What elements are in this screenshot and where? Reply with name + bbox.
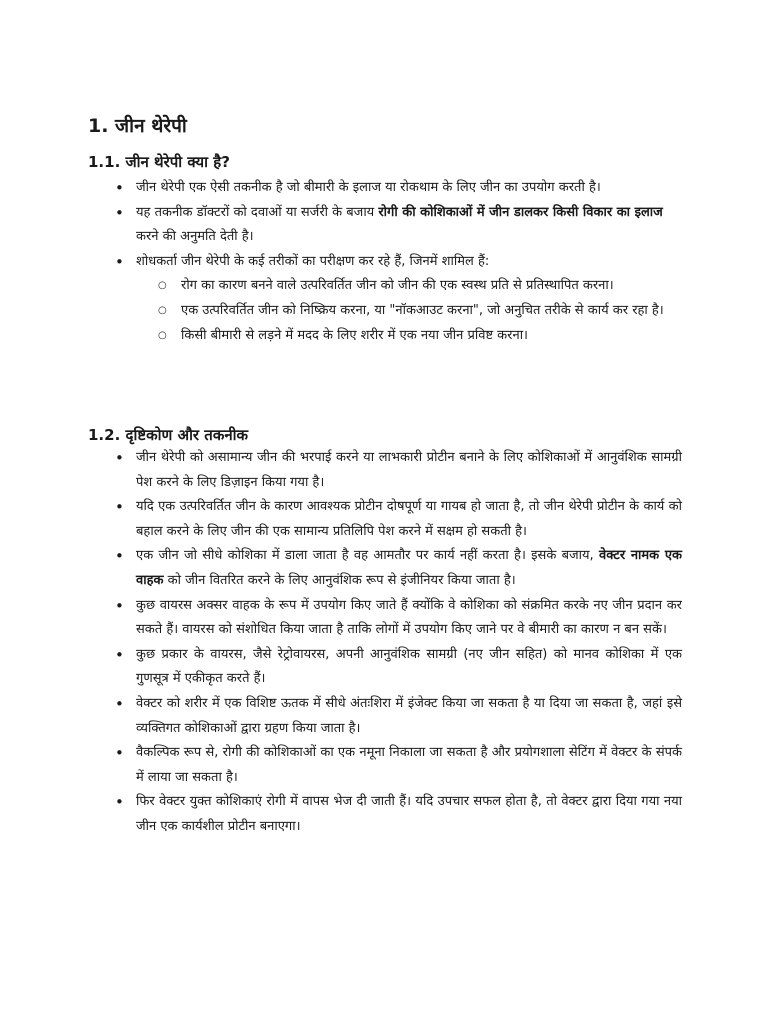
list-item: • वैकल्पिक रूप से, रोगी की कोशिकाओं का एक नमूना निकाला जा सकता है और प्रयोगशाला सेटिंग में वेक्टर के संपर्क में लाया जा सकता है। <box>136 741 682 790</box>
text-span: एक जीन जो सीधे कोशिका में डाला जाता है वह आमतौर पर कार्य नहीं करता है। इसके बजाय, <box>136 548 599 564</box>
text-span: को जीन वितरित करने के लिए आनुवंशिक रूप से इंजीनियर किया जाता है। <box>163 572 516 588</box>
list-item: • यदि एक उत्परिवर्तित जीन के कारण आवश्यक प्रोटीन दोषपूर्ण या गायब हो जाता है, तो जीन थेरेपी प्रोटीन के कार्य को बहाल करने के लिए जीन की एक सामान्य प्रतिलिपि पेश करने में सक्षम हो सकती है। <box>136 495 682 544</box>
list-item <box>136 201 682 250</box>
text-span: यह तकनीक डॉक्टरों को दवाओं या सर्जरी के बजाय <box>136 204 379 220</box>
list-item: • कुछ प्रकार के वायरस, जैसे रेट्रोवायरस, अपनी आनुवंशिक सामग्री (नए जीन सहित) को मानव कोशिका में एक गुणसूत्र में एकीकृत करते हैं। <box>136 643 682 692</box>
list-item: • फिर वेक्टर युक्त कोशिकाएं रोगी में वापस भेज दी जाती हैं। यदि उपचार सफल होता है, तो वेक्टर द्वारा दिया गया नया जीन एक कार्यशील प्रोटीन बनाएगा। <box>136 790 682 839</box>
section-1-2-list <box>136 446 682 840</box>
list-item: • कुछ वायरस अक्सर वाहक के रूप में उपयोग किए जाते हैं क्योंकि वे कोशिका को संक्रमित करके नए जीन प्रदान कर सकते हैं। वायरस को संशोधित किया जाता है ताकि लोगों में उपयोग किए जाने पर वे बीमारी का कारण न बन सकें। <box>136 594 682 643</box>
list-item <box>136 250 682 348</box>
text-span: शोधकर्ता जीन थेरेपी के कई तरीकों का परीक्षण कर रहे हैं, जिनमें शामिल हैं: <box>136 253 490 269</box>
bold-text: रोगी की कोशिकाओं में जीन डालकर किसी विकार का इलाज <box>378 204 663 220</box>
list-item: • जीन थेरेपी को असामान्य जीन की भरपाई करने या लाभकारी प्रोटीन बनाने के लिए कोशिकाओं में आनुवंशिक सामग्री पेश करने के लिए डिज़ाइन किया गया है। <box>136 446 682 495</box>
section-1-1-list <box>136 176 682 348</box>
sub-list-item: ○ एक उत्परिवर्तित जीन को निष्क्रिय करना, या "नॉकआउट करना", जो अनुचित तरीके से कार्य कर रहा है। <box>181 299 682 324</box>
sub-list <box>181 274 682 348</box>
text-span: करने की अनुमति देती है। <box>136 229 254 245</box>
section-heading-1-1: 1.1. जीन थेरेपी क्या है? <box>88 153 230 171</box>
sub-list-item: ○ किसी बीमारी से लड़ने में मदद के लिए शरीर में एक नया जीन प्रविष्ट करना। <box>181 324 682 349</box>
list-item: • जीन थेरेपी एक ऐसी तकनीक है जो बीमारी के इलाज या रोकथाम के लिए जीन का उपयोग करती है। <box>136 176 682 201</box>
bold-text: वेक्टर नामक एक वाहक <box>136 548 683 588</box>
page-title: 1. जीन थेरेपी <box>88 115 187 137</box>
section-heading-1-2: 1.2. दृष्टिकोण और तकनीक <box>88 426 249 444</box>
list-item <box>136 544 682 593</box>
sub-list-item: ○ रोग का कारण बनने वाले उत्परिवर्तित जीन को जीन की एक स्वस्थ प्रति से प्रतिस्थापित करना। <box>181 274 682 299</box>
list-item: • वेक्टर को शरीर में एक विशिष्ट ऊतक में सीधे अंतःशिरा में इंजेक्ट किया जा सकता है या दिया जा सकता है, जहां इसे व्यक्तिगत कोशिकाओं द्वारा ग्रहण किया जाता है। <box>136 692 682 741</box>
